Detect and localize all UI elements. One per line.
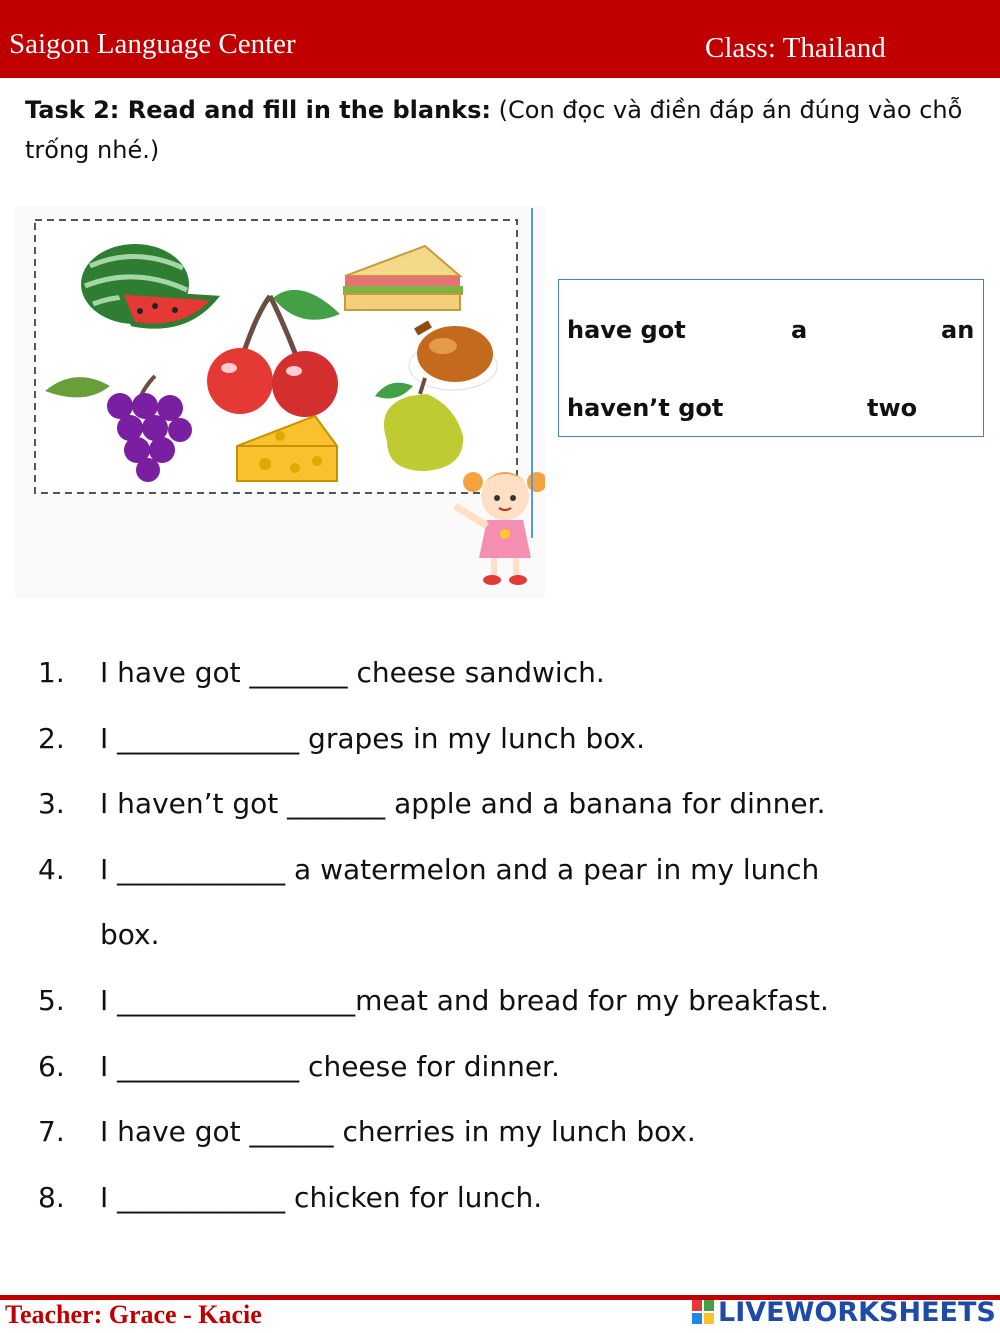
question-number: 7.	[38, 1115, 65, 1149]
question-text: I ____________ chicken for lunch.	[100, 1180, 543, 1214]
word-bank-item: haven’t got	[567, 394, 724, 422]
question-text: I have got _______ cheese sandwich.	[100, 656, 605, 689]
liveworksheets-logo[interactable]	[692, 1294, 996, 1330]
question-number: 1.	[38, 656, 65, 689]
question-text: I haven’t got _______ apple and a banana for dinner.	[100, 787, 826, 821]
word-bank-item: an	[941, 316, 975, 344]
question-item	[38, 1099, 978, 1165]
question-number: 3.	[38, 787, 65, 821]
question-number: 4.	[38, 852, 65, 886]
word-bank-item: have got	[567, 316, 686, 344]
food-illustration	[15, 206, 545, 598]
question-item	[38, 968, 978, 1034]
liveworksheets-logo-icon	[692, 1300, 714, 1324]
question-item	[38, 837, 978, 903]
brand-text: LIVEWORKSHEETS	[718, 1296, 996, 1328]
question-number: 5.	[38, 983, 65, 1017]
school-name: Saigon Language Center	[9, 28, 296, 60]
word-bank-box	[558, 279, 984, 437]
question-item	[38, 771, 978, 837]
question-number: 8.	[38, 1180, 65, 1214]
class-label: Class: Thailand	[705, 32, 886, 64]
divider-line	[531, 208, 533, 538]
word-bank-item: a	[791, 316, 808, 344]
question-text: box.	[100, 918, 160, 952]
word-bank-item: two	[867, 394, 918, 422]
question-text: I _________________meat and bread for my breakfast.	[100, 983, 829, 1017]
header-bar	[0, 0, 1000, 78]
question-continuation	[38, 902, 978, 968]
question-number: 2.	[38, 721, 65, 755]
teacher-name: Teacher: Grace - Kacie	[5, 1300, 262, 1329]
task-instruction	[25, 90, 975, 170]
question-number: 6.	[38, 1049, 65, 1083]
question-list	[38, 640, 978, 1230]
question-text: I _____________ grapes in my lunch box.	[100, 721, 645, 755]
question-text: I ____________ a watermelon and a pear in my lunch	[100, 852, 820, 886]
question-item	[38, 1165, 978, 1231]
question-item	[38, 706, 978, 772]
task-title: Task 2: Read and fill in the blanks:	[25, 96, 492, 124]
question-text: I have got ______ cherries in my lunch box.	[100, 1115, 696, 1149]
question-item	[38, 640, 978, 706]
task-translation: (Con đọc và điền đáp án đúng vào chỗ trống nhé.)	[25, 96, 963, 164]
question-text: I _____________ cheese for dinner.	[100, 1049, 560, 1083]
question-item	[38, 1034, 978, 1100]
